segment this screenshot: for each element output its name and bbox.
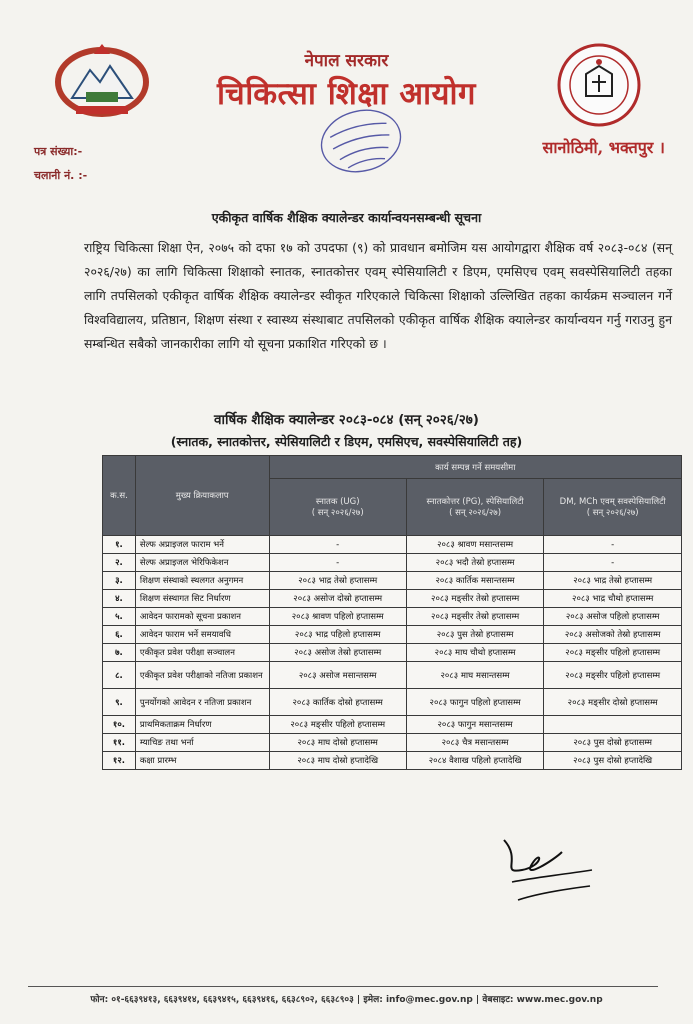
government-name: नेपाल सरकार [304, 51, 389, 71]
row-pg: २०८३ भदौ तेस्रो हप्तासम्म [406, 554, 543, 572]
row-pg: २०८३ मङ्सीर तेस्रो हप्तासम्म [406, 590, 543, 608]
row-pg: २०८३ श्रावण मसान्तसम्म [406, 536, 543, 554]
calendar-title: वार्षिक शैक्षिक क्यालेन्डर २०८३-०८४ (सन् २०२६/२७) [214, 412, 479, 428]
row-sn: ९. [103, 689, 136, 716]
footer-contact: फोन: ०१-६६३९४१३, ६६३९४१४, ६६३९४१५, ६६३९४१६, ६६३८९०२, ६६३८९०३ | इमेल: info@mec.gov.np | वेबसाइट: www.mec.gov.np [90, 995, 603, 1005]
table-row [103, 554, 682, 572]
row-pg: २०८४ वैशाख पहिलो हप्तादेखि [406, 752, 543, 770]
row-activity: प्राथमिकताक्रम निर्धारण [135, 716, 269, 734]
row-ug: २०८३ कार्तिक दोस्रो हप्तासम्म [269, 689, 406, 716]
row-dm [544, 716, 682, 734]
row-dm: - [544, 536, 682, 554]
row-ug: २०८३ भाद्र तेस्रो हप्तासम्म [269, 572, 406, 590]
row-dm: - [544, 554, 682, 572]
row-ug: - [269, 554, 406, 572]
row-pg: २०८३ फागुन मसान्तसम्म [406, 716, 543, 734]
header-pg [406, 479, 543, 536]
header-ug [269, 479, 406, 536]
row-ug: २०८३ माघ दोस्रो हप्तादेखि [269, 752, 406, 770]
row-dm: २०८३ पुस दोस्रो हप्तासम्म [544, 734, 682, 752]
calendar-subtitle: (स्नातक, स्नातकोत्तर, स्पेसियालिटी र डिएम, एमसिएच, सवस्पेसियालिटी तह) [170, 434, 523, 449]
row-sn: ३. [103, 572, 136, 590]
row-ug: २०८३ मङ्सीर पहिलो हप्तासम्म [269, 716, 406, 734]
reference-number-label: पत्र संख्या:- [34, 145, 83, 158]
table-row [103, 644, 682, 662]
commission-name: चिकित्सा शिक्षा आयोग [217, 76, 476, 112]
row-pg: २०८३ माघ चौथो हप्तासम्म [406, 644, 543, 662]
row-activity: सेल्फ अप्राइजल फाराम भर्ने [135, 536, 269, 554]
office-location: सानोठिमी, भक्तपुर । [542, 138, 665, 157]
header-ug-label: स्नातक (UG) [315, 497, 360, 507]
notice-title: एकीकृत वार्षिक शैक्षिक क्यालेन्डर कार्यान्वयनसम्बन्धी सूचना [211, 210, 482, 225]
signature-icon [492, 830, 602, 910]
row-dm: २०८३ असोजको तेस्रो हप्तासम्म [544, 626, 682, 644]
row-dm: २०८३ मङ्सीर पहिलो हप्तासम्म [544, 644, 682, 662]
header-deadline: कार्य सम्पन्न गर्ने समयसीमा [269, 456, 681, 479]
row-sn: ११. [103, 734, 136, 752]
table-row [103, 689, 682, 716]
header-sn: क.स. [103, 456, 136, 536]
row-activity: एकीकृत प्रवेश परीक्षाको नतिजा प्रकाशन [135, 662, 269, 689]
table-row [103, 608, 682, 626]
row-ug: २०८३ असोज मसान्तसम्म [269, 662, 406, 689]
commission-seal-icon [556, 42, 642, 128]
row-pg: २०८३ कार्तिक मसान्तसम्म [406, 572, 543, 590]
row-sn: २. [103, 554, 136, 572]
row-pg: २०८३ पुस तेस्रो हप्तासम्म [406, 626, 543, 644]
table-row [103, 590, 682, 608]
row-dm: २०८३ पुस दोस्रो हप्तादेखि [544, 752, 682, 770]
row-activity: एकीकृत प्रवेश परीक्षा सञ्चालन [135, 644, 269, 662]
office-stamp-icon [318, 104, 404, 178]
row-activity: शिक्षण संस्थागत सिट निर्धारण [135, 590, 269, 608]
row-sn: १०. [103, 716, 136, 734]
row-sn: १. [103, 536, 136, 554]
row-dm: २०८३ असोज पहिलो हप्तासम्म [544, 608, 682, 626]
header-dm-label: DM, MCh एवम् सवस्पेसियालिटी [559, 497, 666, 507]
dispatch-number-label: चलानी नं. :- [34, 169, 88, 182]
row-ug: २०८३ असोज दोस्रो हप्तासम्म [269, 590, 406, 608]
table-row [103, 536, 682, 554]
row-sn: १२. [103, 752, 136, 770]
notice-body: राष्ट्रिय चिकित्सा शिक्षा ऐन, २०७५ को दफा १७ को उपदफा (९) को प्रावधान बमोजिम यस आयोगद्वारा शैक्षिक वर्ष २०८३-०८४ (सन् २०२६/२७) का लागि चिकित्सा शिक्षाको स्नातक, स्नातकोत्तर एवम् स्पेसियालिटी र डिएम, एमसिएच एवम् सवस्पेसियालिटी तहका लागि तपसिलको एकीकृत वार्षिक शैक्षिक क्यालेन्डर स्वीकृत गरिएकाले चिकित्सा शिक्षाको उल्लिखित तहका कार्यक्रम सञ्चालन गर्ने विश्वविद्यालय, प्रतिष्ठान, शिक्षण संस्था र स्वास्थ्य संस्थाबाट तपसिलको एकीकृत वार्षिक शैक्षिक क्यालेन्डर कार्यान्वयन गर्नु गराउनु हुन सम्बन्धित सबैको जानकारीका लागि यो सूचना प्रकाशित गरिएको छ । [84, 240, 672, 351]
row-ug: २०८३ माघ दोस्रो हप्तासम्म [269, 734, 406, 752]
header-ug-year: ( सन् २०२६/२७) [311, 508, 364, 518]
row-activity: पुनर्योगको आवेदन र नतिजा प्रकाशन [135, 689, 269, 716]
row-dm: २०८३ भाद्र चौथो हप्तासम्म [544, 590, 682, 608]
row-activity: म्याचिङ तथा भर्ना [135, 734, 269, 752]
row-pg: २०८३ चैत्र मसान्तसम्म [406, 734, 543, 752]
row-activity: कक्षा प्रारम्भ [135, 752, 269, 770]
row-activity: सेल्फ अप्राइजल भेरिफिकेशन [135, 554, 269, 572]
footer-divider [28, 986, 658, 987]
row-sn: ६. [103, 626, 136, 644]
row-ug: - [269, 536, 406, 554]
row-ug: २०८३ भाद्र पहिलो हप्तासम्म [269, 626, 406, 644]
table-row [103, 626, 682, 644]
table-row [103, 734, 682, 752]
row-sn: ५. [103, 608, 136, 626]
header-dm-year: ( सन् २०२६/२७) [586, 508, 639, 518]
row-activity: आवेदन फाराम भर्ने समयावधि [135, 626, 269, 644]
row-activity: शिक्षण संस्थाको स्थलगत अनुगमन [135, 572, 269, 590]
row-dm: २०८३ भाद्र तेस्रो हप्तासम्म [544, 572, 682, 590]
header-dm [544, 479, 682, 536]
row-dm: २०८३ मङ्सीर दोस्रो हप्तासम्म [544, 689, 682, 716]
row-pg: २०८३ मङ्सीर तेस्रो हप्तासम्म [406, 608, 543, 626]
row-ug: २०८३ असोज तेस्रो हप्तासम्म [269, 644, 406, 662]
row-ug: २०८३ श्रावण पहिलो हप्तासम्म [269, 608, 406, 626]
row-activity: आवेदन फारामको सूचना प्रकाशन [135, 608, 269, 626]
table-row [103, 572, 682, 590]
row-sn: ८. [103, 662, 136, 689]
header-pg-label: स्नातकोत्तर (PG), स्पेसियालिटी [426, 497, 524, 507]
row-dm: २०८३ मङ्सीर पहिलो हप्तासम्म [544, 662, 682, 689]
table-row [103, 662, 682, 689]
row-sn: ७. [103, 644, 136, 662]
row-pg: २०८३ माघ मसान्तसम्म [406, 662, 543, 689]
table-row [103, 752, 682, 770]
row-pg: २०८३ फागुन पहिलो हप्तासम्म [406, 689, 543, 716]
academic-calendar-table [102, 455, 682, 770]
row-sn: ४. [103, 590, 136, 608]
header-pg-year: ( सन् २०२६/२७) [449, 508, 502, 518]
table-row [103, 716, 682, 734]
header-activity: मुख्य क्रियाकलाप [135, 456, 269, 536]
